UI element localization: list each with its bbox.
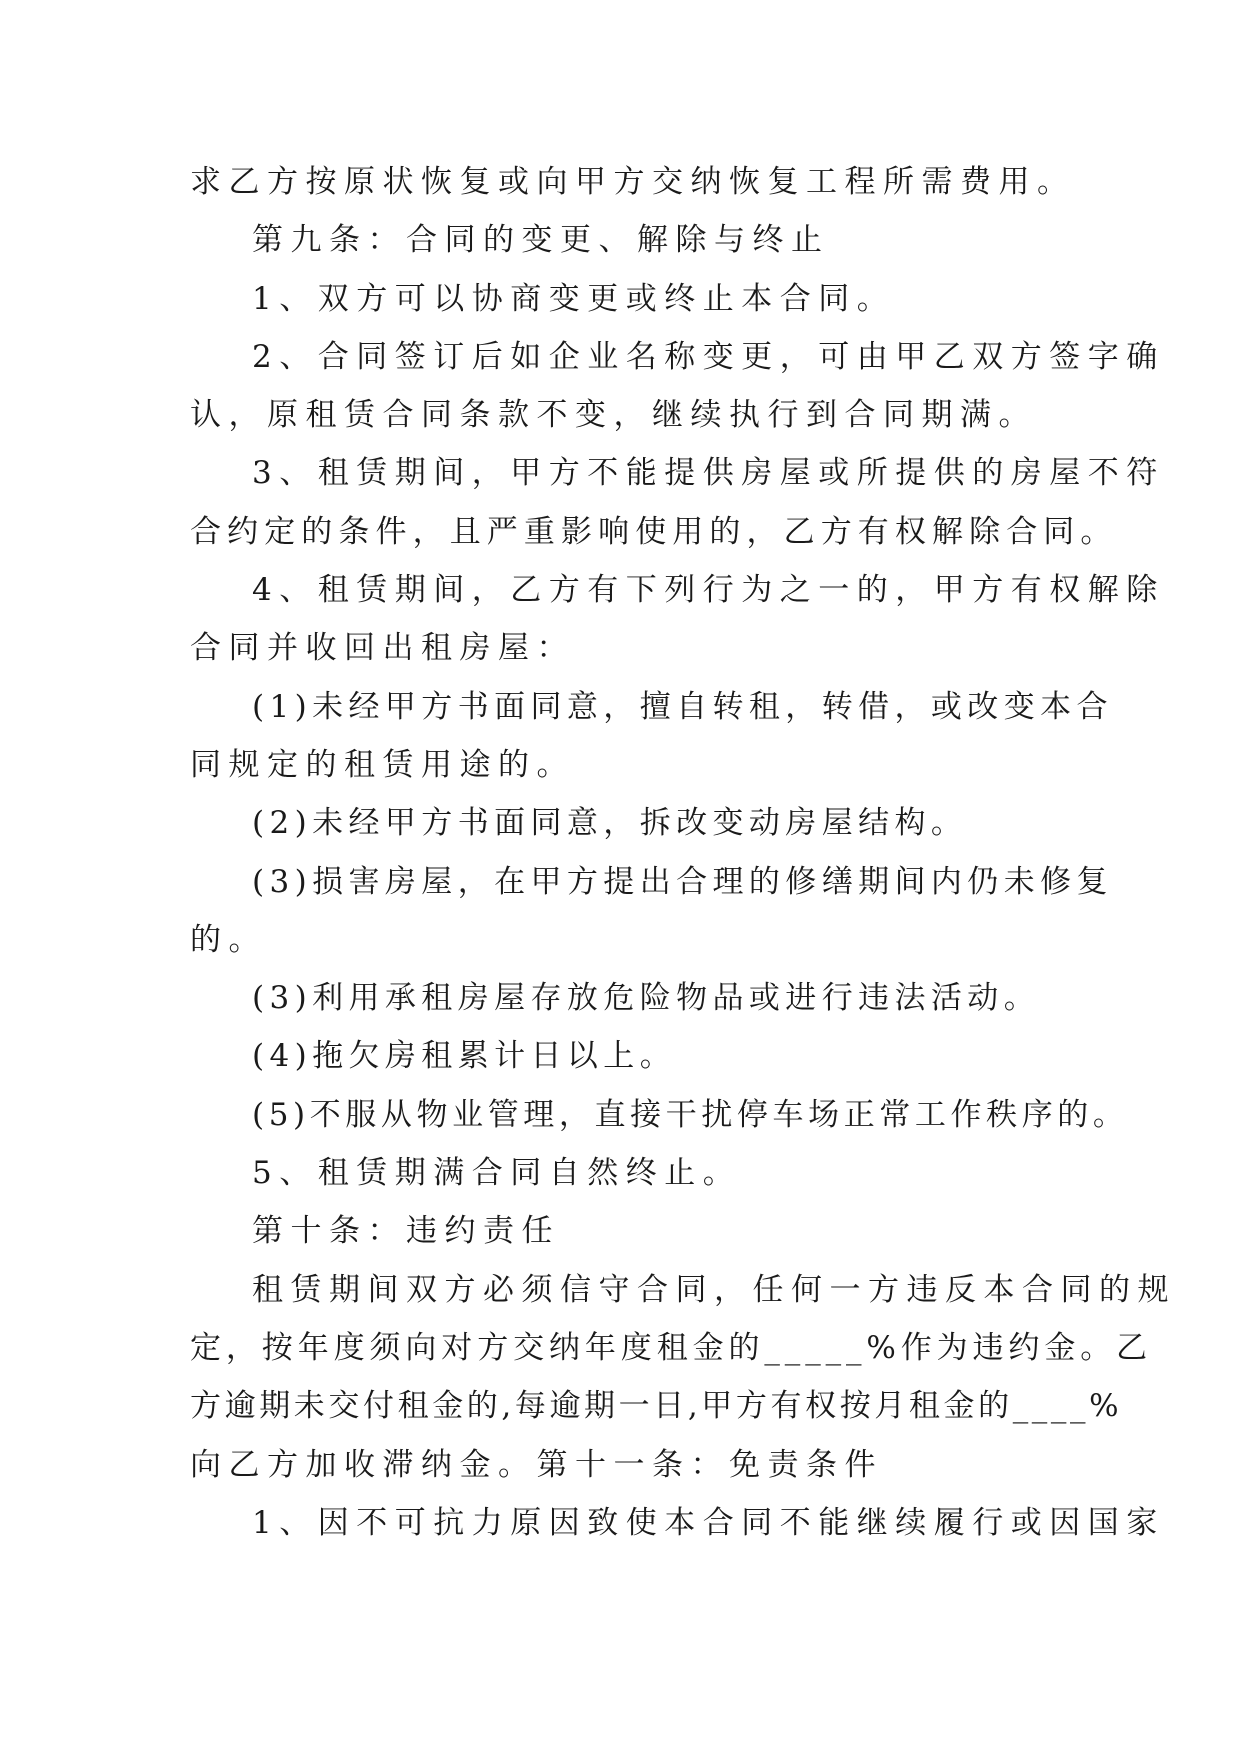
text-line: 2、合同签订后如企业名称变更，可由甲乙双方签字确 [252, 338, 1165, 375]
document-body [190, 153, 1176, 1552]
list-item: (4)拖欠房租累计日以上。 [252, 1038, 677, 1075]
list-item: (5)不服从物业管理，直接干扰停车场正常工作秩序的。 [252, 1096, 1129, 1133]
text-line: 合同并收回出租房屋： [190, 630, 575, 667]
text-line: 租赁期间双方必须信守合同，任何一方违反本合同的规 [252, 1271, 1176, 1308]
list-item: (2)未经甲方书面同意，拆改变动房屋结构。 [252, 805, 968, 842]
text-line: 的。 [190, 921, 267, 958]
text-line: 1、双方可以协商变更或终止本合同。 [252, 280, 896, 317]
list-item: (3)利用承租房屋存放危险物品或进行违法活动。 [252, 980, 1041, 1017]
text-line: 3、租赁期间，甲方不能提供房屋或所提供的房屋不符 [252, 455, 1165, 492]
text-line: 方逾期未交付租金的,每逾期一日,甲方有权按月租金的____% [190, 1388, 1123, 1425]
text-line: 定，按年度须向对方交纳年度租金的_____%作为违约金。乙 [190, 1329, 1153, 1366]
list-item: (1)未经甲方书面同意，擅自转租，转借，或改变本合 [252, 688, 1113, 725]
text-line: 5、租赁期满合同自然终止。 [252, 1155, 742, 1192]
text-line: 4、租赁期间，乙方有下列行为之一的，甲方有权解除 [252, 572, 1165, 609]
text-line: 合约定的条件，且严重影响使用的，乙方有权解除合同。 [190, 513, 1118, 550]
text-line: 1、因不可抗力原因致使本合同不能继续履行或因国家 [252, 1504, 1165, 1541]
text-line: 求乙方按原状恢复或向甲方交纳恢复工程所需费用。 [190, 164, 1076, 200]
text-line: 认，原租赁合同条款不变，继续执行到合同期满。 [190, 397, 1037, 434]
list-item: (3)损害房屋，在甲方提出合理的修缮期间内仍未修复 [252, 863, 1113, 900]
text-line: 同规定的租赁用途的。 [190, 746, 575, 783]
section-heading: 第九条：合同的变更、解除与终止 [252, 222, 830, 259]
text-line: 向乙方加收滞纳金。第十一条：免责条件 [190, 1446, 883, 1483]
section-heading: 第十条：违约责任 [252, 1213, 560, 1250]
